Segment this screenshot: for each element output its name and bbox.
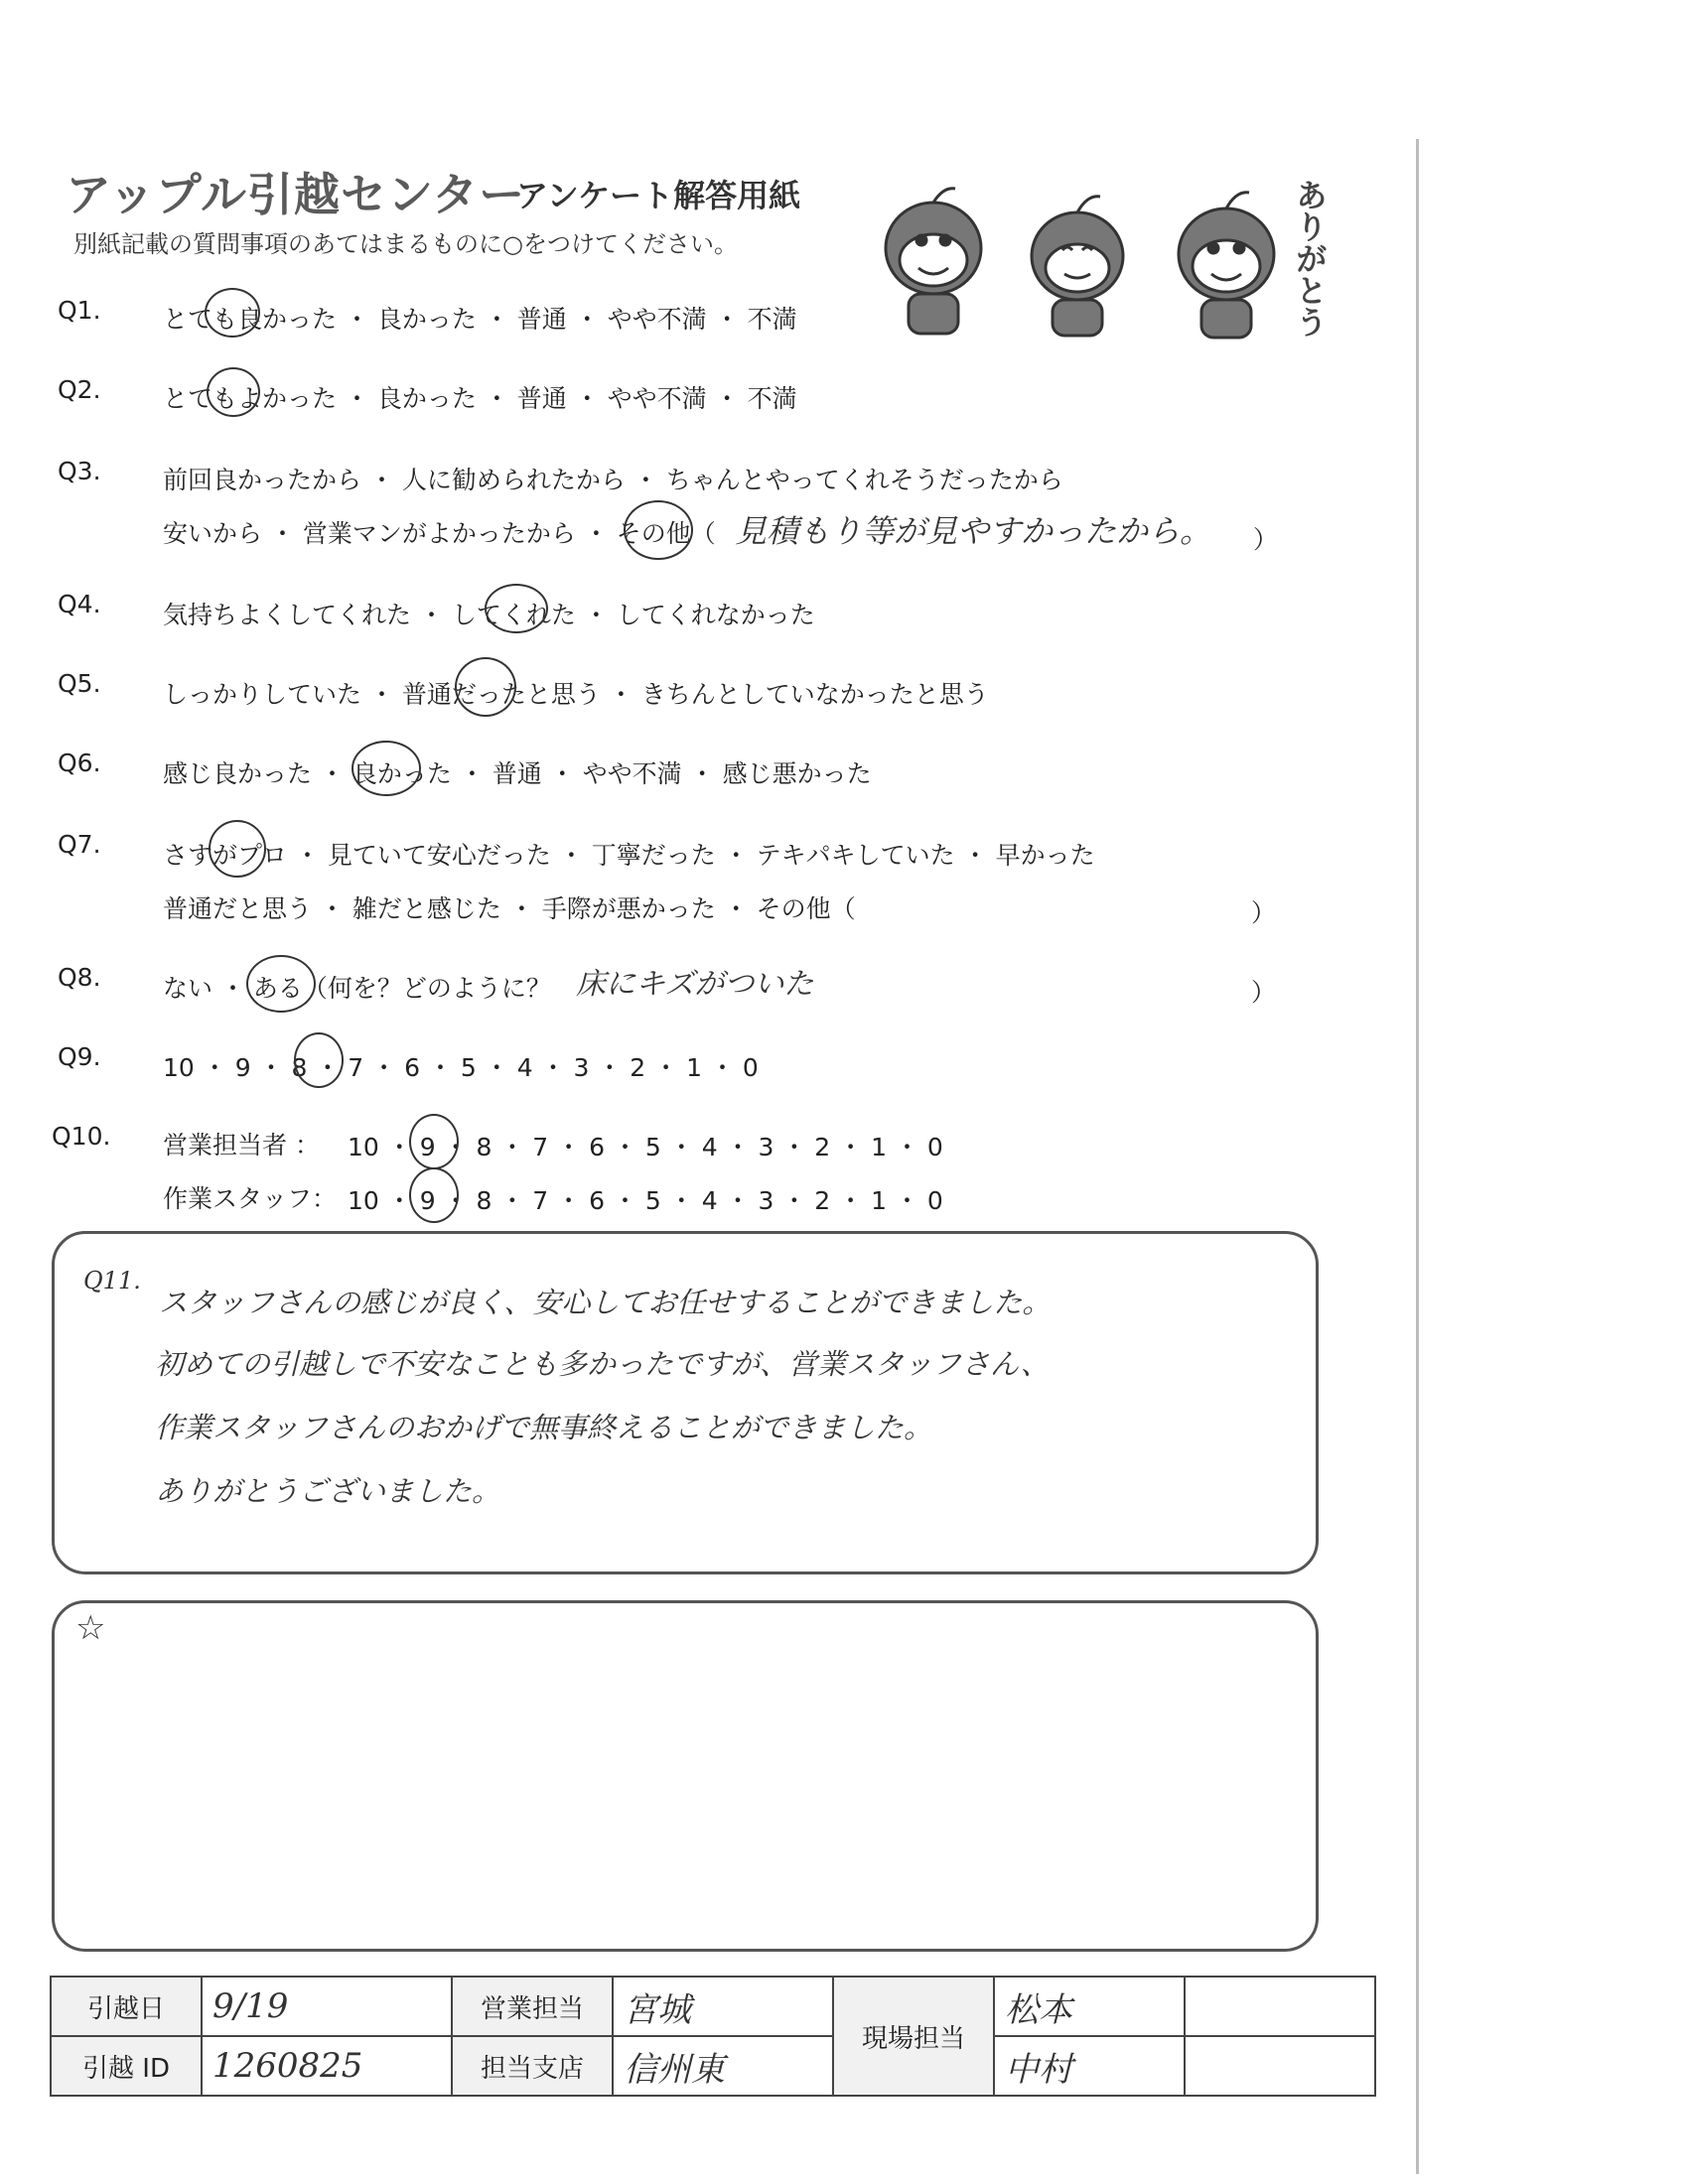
site-person-2-value: 中村 <box>1005 2049 1072 2090</box>
q3-handwritten-answer: 見積もり等が見やすかったから。 <box>735 512 1212 550</box>
q11-comment-line-3: 作業スタッフさんのおかげで無事終えることができました。 <box>155 1411 933 1444</box>
star-mark: ☆ <box>75 1608 106 1648</box>
q4-answer-circle <box>485 584 548 633</box>
sales-person-value: 宮城 <box>624 1989 691 2030</box>
q11-comment-line-2: 初めての引越しで不安なことも多かったですが、営業スタッフさん、 <box>155 1347 1050 1381</box>
q6-options[interactable]: 感じ良かった ・ 良かった ・ 普通 ・ やや不満 ・ 感じ悪かった <box>163 759 872 788</box>
instructions: 別紙記載の質問事項のあてはまるものに○をつけてください。 <box>73 230 738 258</box>
branch-cell[interactable] <box>613 2036 833 2096</box>
q4-options[interactable]: 気持ちよくしてくれた ・ してくれた ・ してくれなかった <box>163 601 815 629</box>
q7-options-line1[interactable]: さすがプロ ・ 見ていて安心だった ・ 丁寧だった ・ テキパキしていた ・ 早かった <box>163 841 1095 870</box>
site-label: 現場担当 <box>833 1977 994 2096</box>
mascot-illustration <box>864 169 1331 347</box>
monkey-face-1 <box>886 189 981 334</box>
branch-value: 信州東 <box>624 2049 725 2090</box>
q7-close-paren: ） <box>1251 898 1277 927</box>
q8-options[interactable]: ない ・ ある（何を？どのように？ <box>163 974 551 1003</box>
move-date-value: 9/19 <box>212 1986 289 2026</box>
q6-number: Q6. <box>58 749 101 777</box>
free-comment-box[interactable] <box>52 1600 1319 1952</box>
q8-answer-circle <box>246 955 316 1013</box>
q6-answer-circle <box>352 741 421 796</box>
thanks-text: ありがとう <box>1291 179 1329 338</box>
q7-number: Q7. <box>58 830 101 859</box>
q5-number: Q5. <box>58 669 101 698</box>
monkey-face-2 <box>1032 197 1123 336</box>
q7-options-line2[interactable]: 普通だと思う ・ 雑だと感じた ・ 手際が悪かった ・ その他（ <box>163 894 856 923</box>
move-id-value: 1260825 <box>212 2046 363 2086</box>
form-title: アンケート解答用紙 <box>516 177 801 214</box>
move-id-label: 引越 ID <box>51 2036 202 2096</box>
q2-number: Q2. <box>58 375 101 404</box>
q10-staff-answer-circle <box>409 1167 459 1223</box>
q5-options[interactable]: しっかりしていた ・ 普通だったと思う ・ きちんとしていなかったと思う <box>163 680 989 709</box>
q3-options-line1[interactable]: 前回良かったから ・ 人に勧められたから ・ ちゃんとやってくれそうだったから <box>163 466 1063 494</box>
q10-number: Q10. <box>52 1122 111 1151</box>
q11-comment-line-1: スタッフさんの感じが良く、安心してお任せすることができました。 <box>159 1286 1052 1319</box>
site-cell-1[interactable] <box>994 1977 1185 2036</box>
q5-answer-circle <box>455 657 516 717</box>
move-date-cell[interactable] <box>202 1977 452 2036</box>
site-cell-2-extra[interactable] <box>1185 2036 1375 2096</box>
branch-label: 担当支店 <box>452 2036 613 2096</box>
q10-staff-label: 作業スタッフ： <box>163 1184 338 1213</box>
q10-staff-scale[interactable]: 10 ・ 9 ・ 8 ・ 7 ・ 6 ・ 5 ・ 4 ・ 3 ・ 2 ・ 1 ・ 0 <box>348 1186 943 1215</box>
q8-close-paren: ） <box>1251 978 1277 1007</box>
move-date-label: 引越日 <box>51 1977 202 2036</box>
q3-answer-circle <box>624 500 693 560</box>
q7-answer-circle <box>209 820 266 878</box>
q9-number: Q9. <box>58 1042 101 1071</box>
site-cell-1-extra[interactable] <box>1185 1977 1375 2036</box>
site-cell-2[interactable] <box>994 2036 1185 2096</box>
q2-answer-circle <box>207 367 260 417</box>
q9-scale[interactable]: 10 ・ 9 ・ 8 ・ 7 ・ 6 ・ 5 ・ 4 ・ 3 ・ 2 ・ 1 ・ 0 <box>163 1053 759 1082</box>
q10-sales-label: 営業担当者 ： <box>163 1131 320 1160</box>
sales-cell[interactable] <box>613 1977 833 2036</box>
page-edge <box>1416 139 1419 2174</box>
footer-info-table <box>50 1976 1376 2097</box>
q1-number: Q1. <box>58 296 101 325</box>
site-person-1-value: 松本 <box>1005 1989 1072 2030</box>
q2-options[interactable]: とてもよかった ・ 良かった ・ 普通 ・ やや不満 ・ 不満 <box>163 384 797 413</box>
q8-handwritten-answer: 床にキズがついた <box>576 967 814 1002</box>
q1-answer-circle <box>205 288 260 338</box>
q3-options-line2[interactable]: 安いから ・ 営業マンがよかったから ・ その他（ <box>163 519 716 548</box>
sales-label: 営業担当 <box>452 1977 613 2036</box>
q11-number: Q11. <box>83 1267 141 1295</box>
move-id-cell[interactable] <box>202 2036 452 2096</box>
brand-title: アップル引越センター <box>66 168 526 221</box>
q1-options[interactable]: とても良かった ・ 良かった ・ 普通 ・ やや不満 ・ 不満 <box>163 305 797 334</box>
q10-sales-answer-circle <box>409 1114 459 1169</box>
q3-number: Q3. <box>58 457 101 485</box>
q9-answer-circle <box>294 1032 344 1088</box>
q8-number: Q8. <box>58 963 101 992</box>
monkey-face-3 <box>1179 193 1274 338</box>
q3-close-paren: ） <box>1253 525 1279 554</box>
q4-number: Q4. <box>58 590 101 618</box>
q11-comment-line-4: ありがとうございました。 <box>155 1474 501 1508</box>
q10-sales-scale[interactable]: 10 ・ 9 ・ 8 ・ 7 ・ 6 ・ 5 ・ 4 ・ 3 ・ 2 ・ 1 ・ 0 <box>348 1133 943 1161</box>
